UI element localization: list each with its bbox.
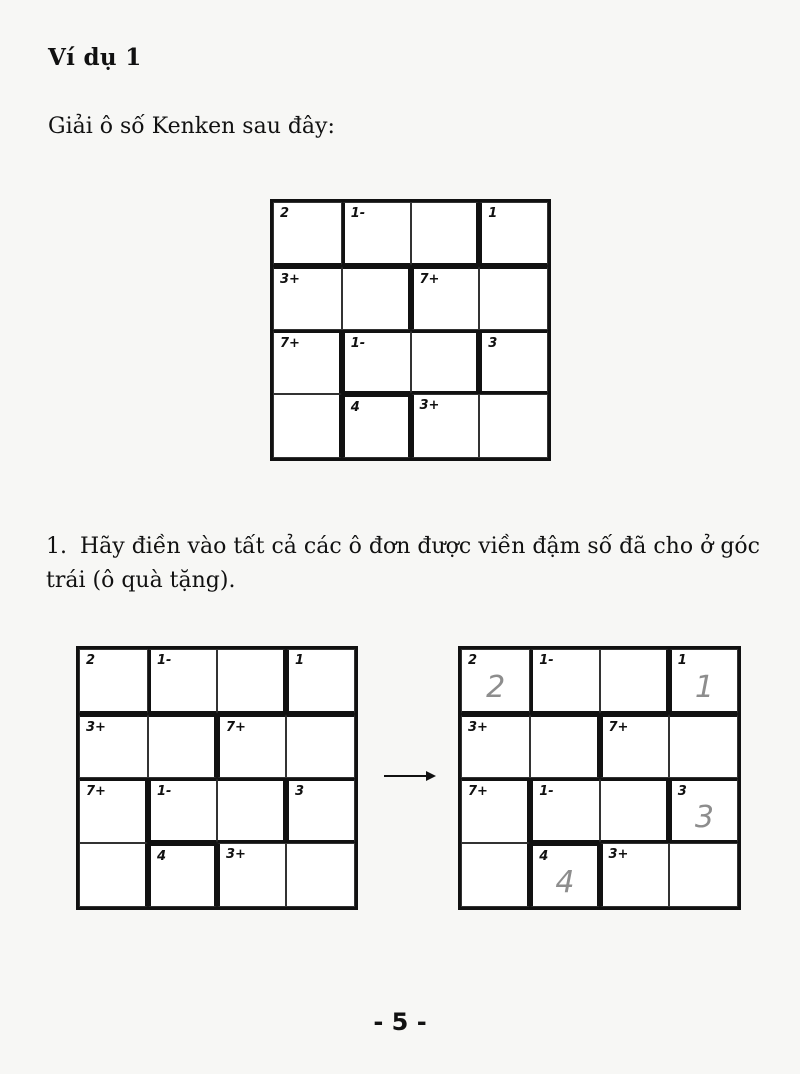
grid-cell bbox=[461, 843, 530, 908]
cage-clue: 7+ bbox=[86, 784, 106, 799]
cage-clue: 2 bbox=[280, 206, 290, 221]
grid-cell bbox=[669, 714, 738, 779]
grid-cell bbox=[600, 649, 669, 714]
grid-cell bbox=[461, 714, 530, 779]
grid-cell bbox=[286, 778, 355, 843]
example-heading: Ví dụ 1 bbox=[48, 44, 142, 71]
cage-clue: 3+ bbox=[280, 272, 300, 287]
filled-value: 3 bbox=[694, 799, 714, 835]
filled-value: 2 bbox=[486, 669, 506, 705]
grid-cell bbox=[79, 649, 148, 714]
grid-cell bbox=[273, 202, 342, 266]
grid-cell bbox=[669, 778, 738, 843]
cage-clue: 1- bbox=[157, 653, 172, 668]
cage-clue: 3 bbox=[295, 784, 305, 799]
cage-clue: 2 bbox=[86, 653, 96, 668]
kenken-grid-after bbox=[458, 646, 741, 910]
grid-cell bbox=[600, 778, 669, 843]
grid-cell bbox=[148, 843, 217, 908]
cage-clue: 7+ bbox=[419, 272, 440, 287]
grid-cell bbox=[342, 202, 411, 266]
grid-cell bbox=[217, 649, 286, 714]
intro-text: Giải ô số Kenken sau đây: bbox=[48, 114, 335, 139]
cage-clue: 3 bbox=[677, 784, 687, 799]
grid-cell bbox=[411, 266, 480, 330]
grid-cell bbox=[479, 202, 548, 266]
grid-cell bbox=[273, 266, 342, 330]
grid-cell bbox=[148, 714, 217, 779]
cage-clue: 3+ bbox=[226, 846, 246, 862]
cage-clue: 7+ bbox=[226, 719, 246, 735]
grid-cell bbox=[342, 266, 411, 330]
cage-clue: 3+ bbox=[468, 719, 488, 735]
grid-cell bbox=[217, 778, 286, 843]
cage-clue: 2 bbox=[468, 653, 478, 668]
grid-cell bbox=[530, 714, 599, 779]
cage-clue: 4 bbox=[350, 400, 360, 415]
grid-cell bbox=[273, 394, 342, 458]
grid-cell bbox=[286, 714, 355, 779]
grid-cell bbox=[530, 843, 599, 908]
cage-clue: 1- bbox=[350, 206, 366, 221]
grid-cell bbox=[530, 649, 599, 714]
cage-clue: 4 bbox=[539, 848, 549, 864]
grid-cell bbox=[217, 714, 286, 779]
cage-clue: 7+ bbox=[280, 336, 300, 351]
page-number: - 5 - bbox=[373, 1008, 427, 1036]
cage-clue: 7+ bbox=[608, 719, 629, 735]
cage-clue: 1- bbox=[157, 784, 172, 799]
kenken-grid-before bbox=[76, 646, 358, 910]
grid-cell bbox=[79, 714, 148, 779]
filled-value: 4 bbox=[555, 865, 575, 901]
cage-clue: 1- bbox=[539, 653, 554, 668]
grid-cell bbox=[79, 843, 148, 908]
cage-clue: 3+ bbox=[86, 719, 106, 735]
grid-cell bbox=[479, 330, 548, 394]
cage-clue: 3+ bbox=[419, 398, 440, 413]
step-instruction bbox=[46, 530, 766, 598]
cage-clue: 1 bbox=[295, 653, 305, 668]
cage-clue: 1- bbox=[539, 784, 554, 799]
grid-cell bbox=[148, 778, 217, 843]
grid-cell bbox=[286, 843, 355, 908]
cage-clue: 4 bbox=[157, 848, 167, 864]
grid-cell bbox=[342, 330, 411, 394]
grid-cell bbox=[530, 778, 599, 843]
right-arrow-icon bbox=[384, 768, 436, 784]
grid-cell bbox=[217, 843, 286, 908]
grid-cell bbox=[461, 649, 530, 714]
cage-clue: 3+ bbox=[608, 846, 629, 862]
grid-cell bbox=[600, 714, 669, 779]
cage-clue: 1 bbox=[677, 653, 687, 668]
cage-clue: 1- bbox=[350, 336, 366, 351]
cage-clue: 7+ bbox=[468, 784, 488, 799]
grid-cell bbox=[479, 394, 548, 458]
step-text: Hãy điền vào tất cả các ô đơn được viền đậm số đã cho ở góc trái (ô quà tặng). bbox=[46, 534, 760, 593]
step-number: 1. bbox=[46, 534, 67, 559]
grid-cell bbox=[273, 330, 342, 394]
cage-clue: 3 bbox=[488, 336, 498, 351]
kenken-puzzle-grid bbox=[270, 199, 551, 461]
grid-cell bbox=[342, 394, 411, 458]
grid-cell bbox=[411, 394, 480, 458]
filled-value: 1 bbox=[694, 669, 714, 705]
grid-cell bbox=[411, 202, 480, 266]
grid-cell bbox=[479, 266, 548, 330]
grid-cell bbox=[669, 649, 738, 714]
grid-cell bbox=[79, 778, 148, 843]
grid-cell bbox=[286, 649, 355, 714]
grid-cell bbox=[461, 778, 530, 843]
grid-cell bbox=[600, 843, 669, 908]
grid-cell bbox=[148, 649, 217, 714]
cage-clue: 1 bbox=[488, 206, 498, 221]
grid-cell bbox=[669, 843, 738, 908]
grid-cell bbox=[411, 330, 480, 394]
